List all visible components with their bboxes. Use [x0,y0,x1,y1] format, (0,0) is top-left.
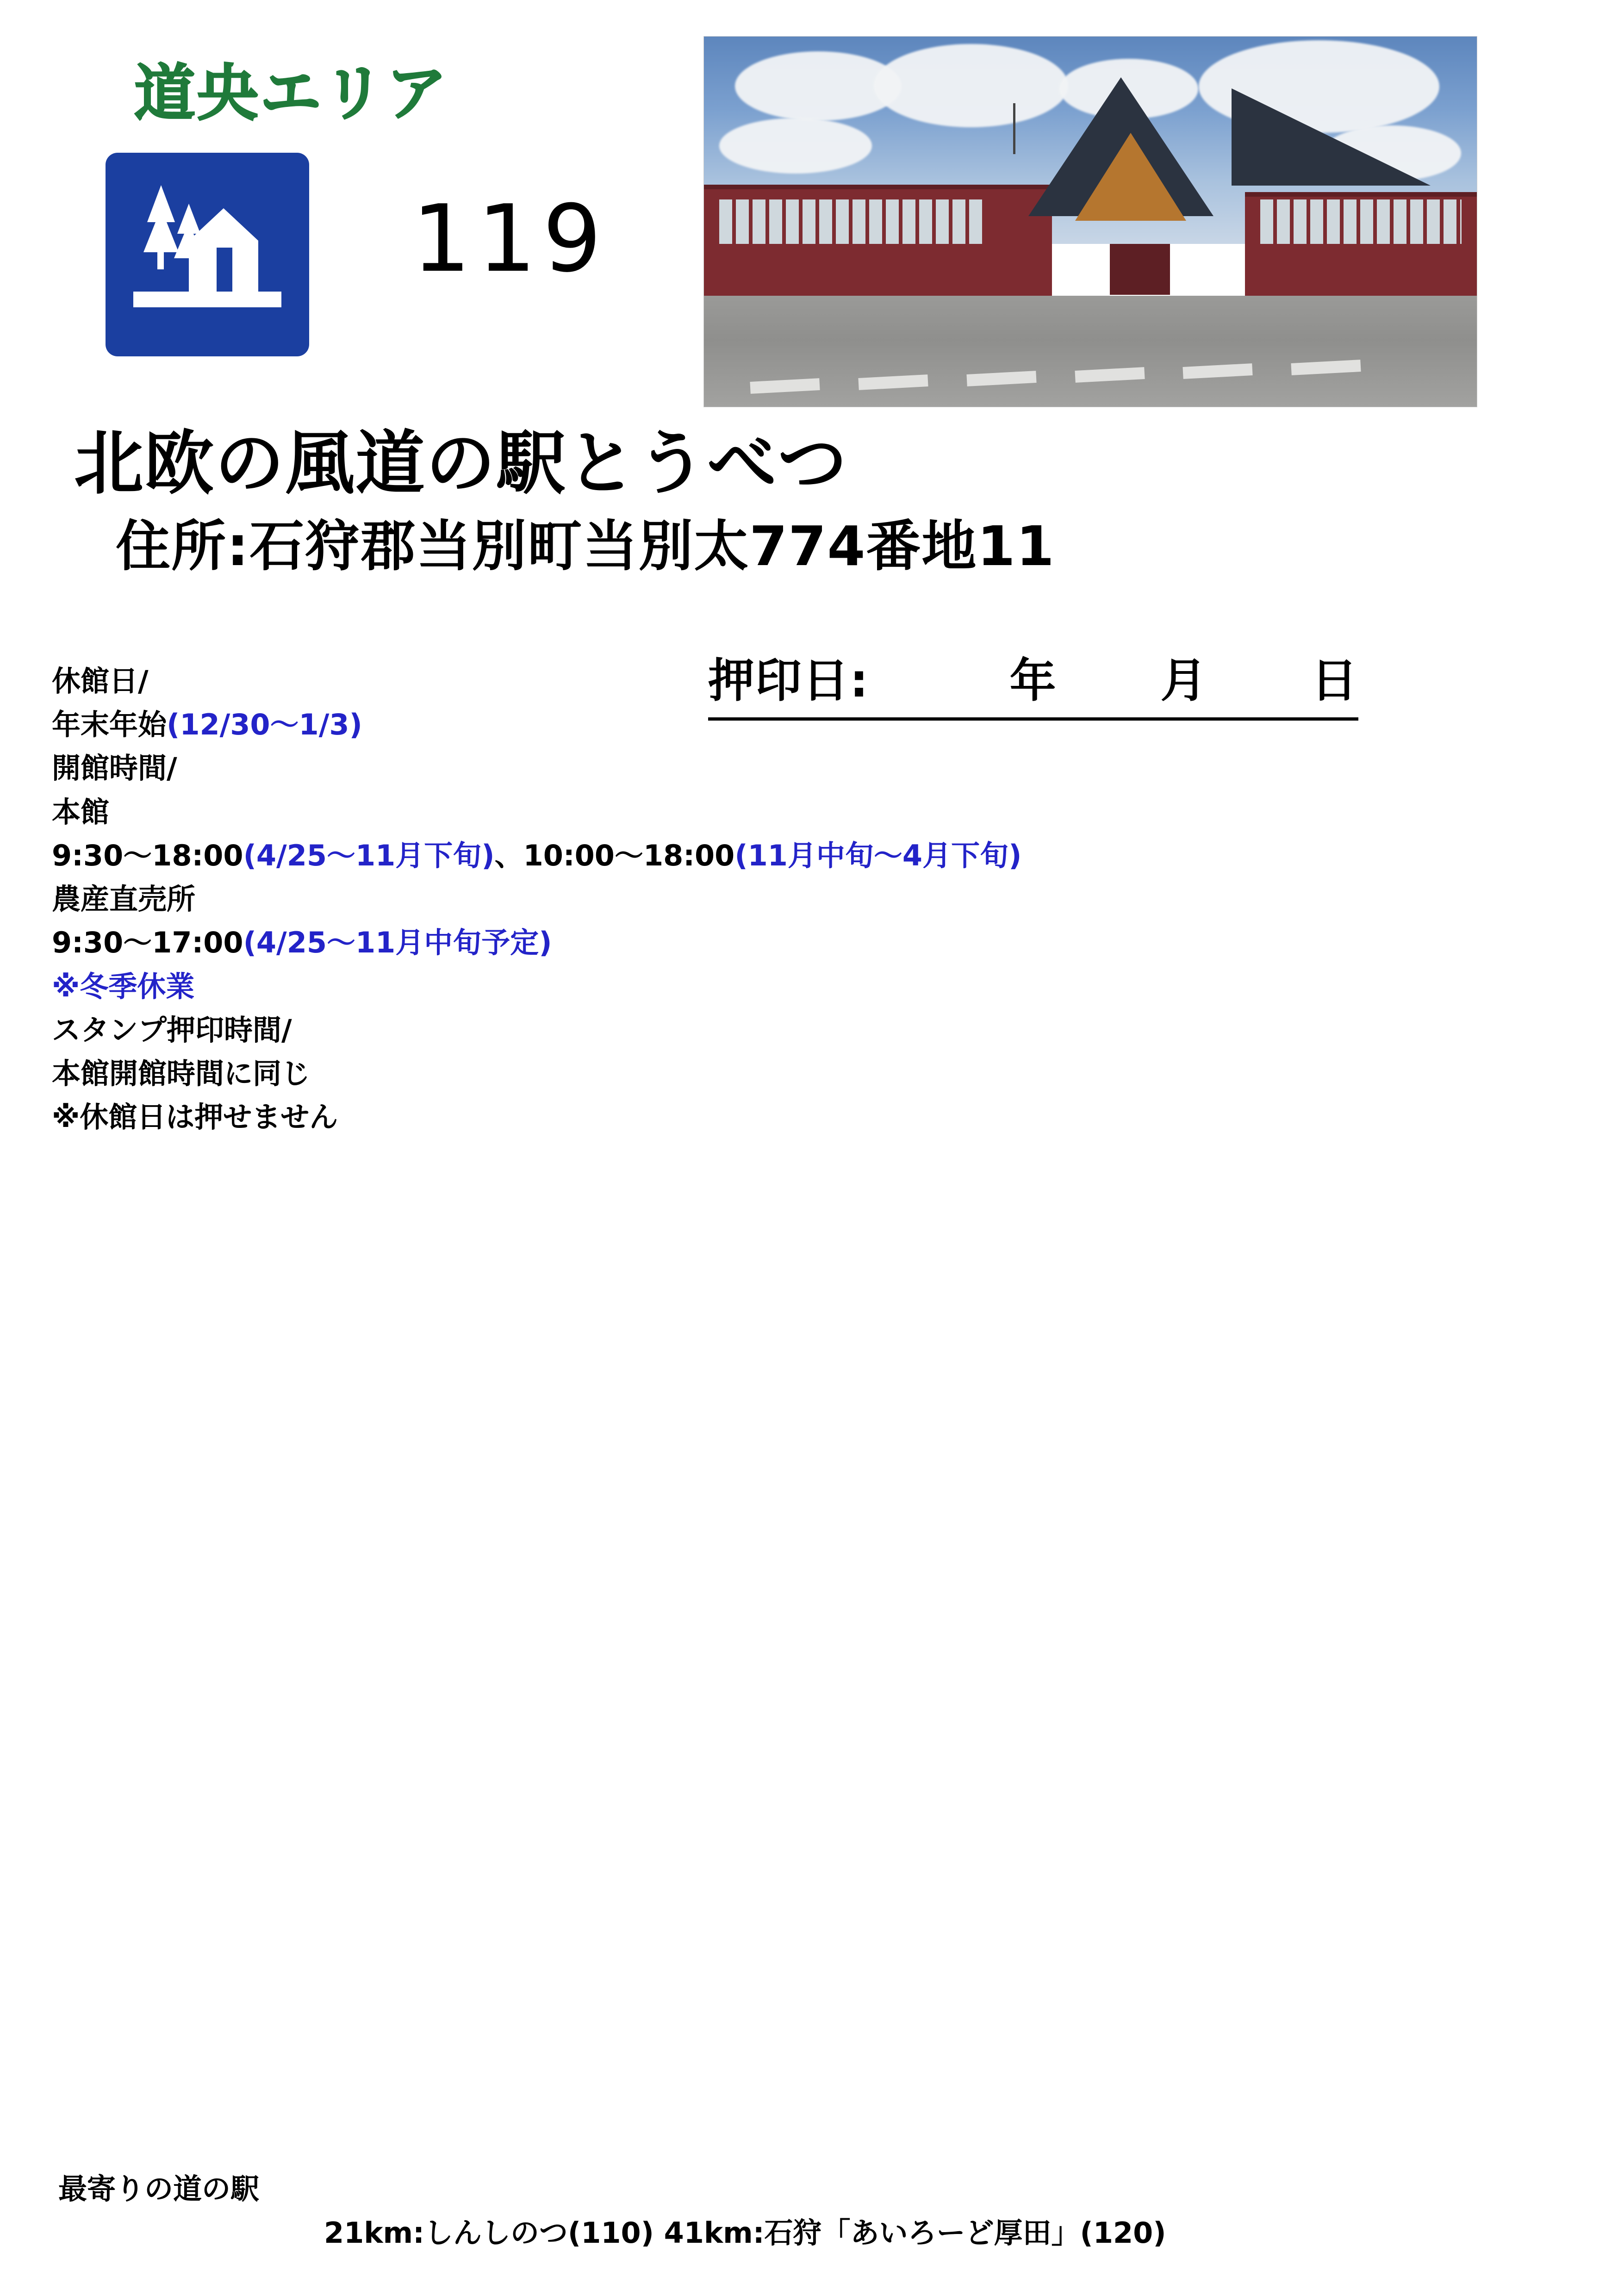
info-line [52,703,1021,747]
photo-gable [1075,133,1186,221]
photo-windows [1260,199,1461,244]
info-line [52,1052,1021,1095]
roadside-station-sign [106,153,309,356]
info-text: 9:30～18:00 [52,838,243,872]
info-line [52,921,1021,964]
stamp-date-year-unit: 年 [1009,653,1057,708]
info-note: (4/25～11月下旬) [243,838,495,872]
info-text: 農産直売所 [52,882,196,916]
info-note: (11月中旬～4月下旬) [734,838,1022,872]
stamp-date-month-unit: 月 [1160,653,1208,708]
info-text: 9:30～17:00 [52,926,243,960]
photo-entrance [1110,244,1170,295]
info-text: ※休館日は押せません [52,1100,338,1134]
info-line [52,1008,1021,1052]
info-line [52,877,1021,921]
info-line [52,834,1021,877]
info-text: 本館開館時間に同じ [52,1057,311,1091]
nearest-stations-title: 最寄りの道の駅 [58,2172,260,2206]
info-text: 年末年始 [52,708,167,742]
info-line [52,660,1021,703]
info-text: スタンプ押印時間/ [52,1013,292,1047]
station-info-block [52,660,1021,1139]
photo-cloud [719,118,872,174]
station-number: 119 [412,185,608,293]
info-note: ※冬季休業 [52,969,195,1003]
area-label: 道央エリア [134,58,449,129]
info-line [52,1095,1021,1139]
info-text: 開館時間/ [52,751,177,785]
photo-roof-wing [1232,88,1431,186]
info-note: (4/25～11月中旬予定) [243,926,552,960]
info-line [52,790,1021,834]
station-address: 住所:石狩郡当別町当別太774番地11 [116,514,1055,578]
info-text: 、10:00～18:00 [494,838,735,872]
nearest-stations-list: 21km:しんしのつ(110) 41km:石狩「あいろーど厚田」(120) [324,2216,1166,2250]
photo-windows [719,199,982,244]
stamp-date-day-unit: 日 [1311,653,1358,708]
station-photo [703,36,1477,407]
info-text: 休館日/ [52,664,149,698]
info-note: (12/30～1/3) [167,708,362,742]
photo-mast [1013,103,1015,154]
info-line [52,747,1021,790]
info-line [52,965,1021,1008]
stamp-date-label: 押印日: [708,653,869,708]
station-name: 北欧の風道の駅とうべつ [74,423,848,504]
info-text: 本館 [52,795,110,829]
tree-and-house-roadside-station-icon [106,153,309,356]
